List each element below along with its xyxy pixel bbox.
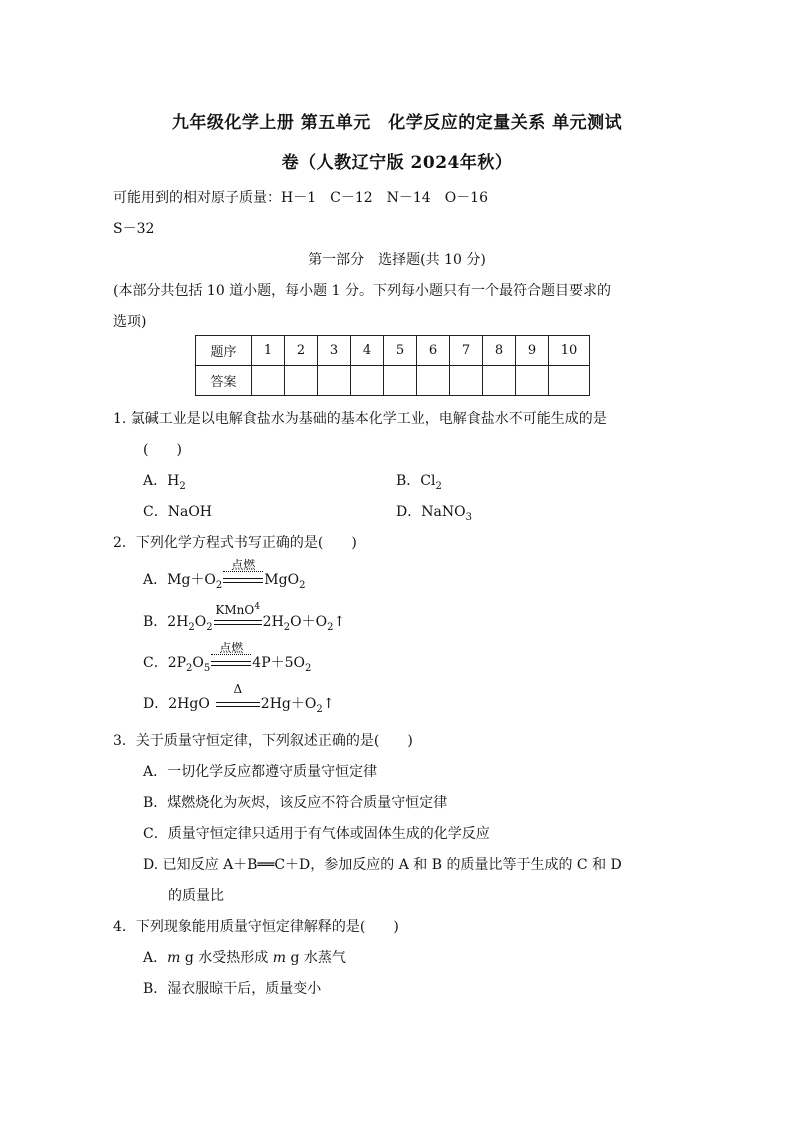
catalyst-text: KMnO bbox=[215, 603, 255, 617]
q4-stem: 4．下列现象能用质量守恒定律解释的是( ) bbox=[113, 919, 399, 935]
condition-label: 点燃 bbox=[223, 559, 263, 572]
subscript: 2 bbox=[188, 621, 195, 633]
equation-term: 2H bbox=[167, 614, 189, 630]
equation-term: O bbox=[192, 655, 204, 671]
formula: H bbox=[167, 473, 180, 489]
q2-option-a[interactable] bbox=[143, 558, 306, 591]
answer-cell[interactable] bbox=[318, 366, 351, 396]
section-desc-line1: (本部分共包括 10 道小题，每小题 1 分。下列每小题只有一个最符合题目要求的 bbox=[113, 283, 611, 299]
q1-option-c[interactable] bbox=[143, 501, 212, 521]
variable-m: m bbox=[167, 950, 181, 966]
subscript: 2 bbox=[299, 579, 306, 591]
question-number: 9 bbox=[516, 336, 549, 366]
equation-term: MgO bbox=[264, 572, 300, 588]
answer-table-header-row bbox=[196, 336, 590, 366]
answer-cell[interactable] bbox=[549, 366, 590, 396]
condition-label: Δ bbox=[233, 682, 243, 696]
equals-sign bbox=[211, 661, 251, 666]
option-label: C． bbox=[143, 655, 168, 671]
question-number: 1 bbox=[252, 336, 285, 366]
equation-term: 2P bbox=[167, 655, 187, 671]
q4-option-a[interactable] bbox=[143, 947, 346, 967]
equals-sign bbox=[214, 620, 262, 625]
question-number: 7 bbox=[450, 336, 483, 366]
q4-option-b[interactable]: B．湿衣服晾干后，质量变小 bbox=[143, 981, 322, 997]
equals-sign bbox=[223, 578, 263, 583]
table-row-label: 题序 bbox=[196, 336, 252, 366]
equation-term: O＋O bbox=[290, 614, 328, 630]
page-title-line1: 九年级化学上册 第五单元 化学反应的定量关系 单元测试 bbox=[171, 113, 623, 133]
answer-cell[interactable] bbox=[417, 366, 450, 396]
q2-stem: 2．下列化学方程式书写正确的是( ) bbox=[113, 535, 357, 551]
subscript: 2 bbox=[305, 662, 312, 674]
condition-label bbox=[214, 601, 262, 616]
answer-cell[interactable] bbox=[483, 366, 516, 396]
equation-term: 2HgO bbox=[168, 696, 210, 712]
q1-option-a[interactable] bbox=[143, 470, 186, 492]
reaction-condition bbox=[216, 682, 260, 712]
option-text: g 水蒸气 bbox=[286, 950, 346, 966]
reaction-condition bbox=[211, 641, 251, 671]
answer-table bbox=[195, 335, 590, 396]
gas-arrow: ↑ bbox=[333, 614, 346, 630]
q3-option-c[interactable]: C．质量守恒定律只适用于有气体或固体生成的化学反应 bbox=[143, 826, 490, 842]
superscript: 4 bbox=[254, 602, 260, 612]
atomic-masses-line2: S－32 bbox=[113, 221, 155, 237]
subscript: 2 bbox=[327, 621, 334, 633]
subscript: 2 bbox=[283, 621, 291, 633]
reaction-condition bbox=[214, 602, 262, 630]
q3-option-a[interactable]: A．一切化学反应都遵守质量守恒定律 bbox=[143, 764, 378, 780]
question-number: 10 bbox=[549, 336, 590, 366]
formula: NaNO bbox=[421, 504, 466, 520]
q2-option-c[interactable] bbox=[143, 641, 312, 674]
equation-term: 2H bbox=[262, 614, 284, 630]
answer-cell[interactable] bbox=[450, 366, 483, 396]
answer-cell[interactable] bbox=[351, 366, 384, 396]
question-number: 8 bbox=[483, 336, 516, 366]
subscript: 2 bbox=[186, 662, 193, 674]
answer-cell[interactable] bbox=[516, 366, 549, 396]
question-number: 3 bbox=[318, 336, 351, 366]
q2-option-b[interactable] bbox=[143, 602, 346, 633]
condition-label: 点燃 bbox=[211, 642, 251, 655]
equation-term: 2Hg＋O bbox=[260, 696, 317, 712]
q1-stem: 1. 氯碱工业是以电解食盐水为基础的基本化学工业，电解食盐水不可能生成的是 bbox=[113, 411, 607, 427]
q1-option-b[interactable] bbox=[396, 470, 442, 492]
option-label: D． bbox=[396, 504, 422, 520]
q1-option-d[interactable] bbox=[396, 501, 472, 523]
equals-sign bbox=[216, 702, 260, 707]
q3-option-d[interactable]: D. 已知反应 A＋B══C＋D，参加反应的 A 和 B 的质量比等于生成的 C 和 D bbox=[143, 857, 622, 873]
subscript: 3 bbox=[465, 511, 472, 523]
answer-cell[interactable] bbox=[252, 366, 285, 396]
question-number: 4 bbox=[351, 336, 384, 366]
atomic-masses-line1: 可能用到的相对原子质量：H－1 C－12 N－14 O－16 bbox=[113, 190, 488, 206]
q1-stem-bracket: ( ) bbox=[143, 442, 182, 458]
subscript: 5 bbox=[203, 662, 211, 674]
subscript: 2 bbox=[179, 480, 186, 492]
option-label: B． bbox=[396, 473, 421, 489]
option-label: A． bbox=[143, 950, 168, 966]
subscript: 2 bbox=[206, 621, 213, 633]
section-desc-line2: 选项) bbox=[113, 314, 147, 330]
equation-term: 4P＋5O bbox=[252, 655, 305, 671]
answer-cell[interactable] bbox=[384, 366, 417, 396]
formula: NaOH bbox=[167, 504, 213, 520]
q3-stem: 3．关于质量守恒定律，下列叙述正确的是( ) bbox=[113, 733, 413, 749]
equation-term: O bbox=[194, 614, 207, 630]
option-label: B． bbox=[143, 614, 168, 630]
subscript: 2 bbox=[316, 703, 323, 715]
answer-cell[interactable] bbox=[285, 366, 318, 396]
question-number: 2 bbox=[285, 336, 318, 366]
option-label: C． bbox=[143, 504, 168, 520]
answer-table-answer-row bbox=[196, 366, 590, 396]
section-heading: 第一部分 选择题(共 10 分) bbox=[308, 252, 486, 268]
page-title-line2: 卷（人教辽宁版 2024年秋） bbox=[281, 153, 513, 173]
reaction-condition bbox=[223, 558, 263, 588]
q2-option-d[interactable] bbox=[143, 682, 335, 715]
option-text: g 水受热形成 bbox=[180, 950, 273, 966]
q3-option-b[interactable]: B．煤燃烧化为灰烬，该反应不符合质量守恒定律 bbox=[143, 795, 448, 811]
option-label: D． bbox=[143, 696, 169, 712]
question-number: 5 bbox=[384, 336, 417, 366]
subscript: 2 bbox=[215, 579, 223, 591]
q3-option-d-continued: 的质量比 bbox=[168, 888, 224, 904]
table-row-label: 答案 bbox=[196, 366, 252, 396]
subscript: 2 bbox=[435, 480, 442, 492]
option-label: A． bbox=[143, 572, 168, 588]
question-number: 6 bbox=[417, 336, 450, 366]
variable-m: m bbox=[272, 950, 286, 966]
gas-arrow: ↑ bbox=[322, 696, 335, 712]
formula: Cl bbox=[420, 473, 436, 489]
option-label: A． bbox=[143, 473, 168, 489]
equation-term: Mg＋O bbox=[167, 572, 216, 588]
